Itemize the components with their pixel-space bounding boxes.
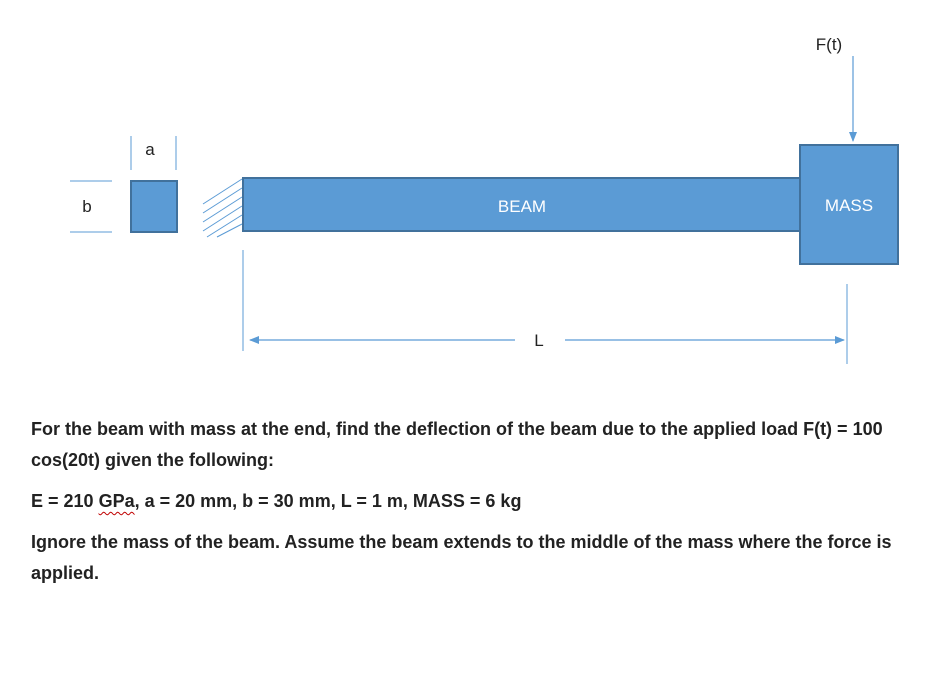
beam-label: BEAM xyxy=(497,197,547,216)
given-unit-gpa: GPa xyxy=(98,491,135,511)
problem-line-1: For the beam with mass at the end, find the deflection of the beam due to the applied load F(t) = 100 cos(20t) given the following: xyxy=(31,419,883,470)
length-dimension xyxy=(243,250,847,364)
mass-label: MASS xyxy=(824,196,874,215)
fixed-support-hatch xyxy=(203,179,242,237)
problem-line-3: Ignore the mass of the beam. Assume the beam extends to the middle of the mass where the force is applied. xyxy=(31,532,892,583)
cross-section xyxy=(70,136,177,232)
applied-force xyxy=(816,35,853,141)
cross-section-rect xyxy=(131,181,177,232)
problem-statement xyxy=(31,414,921,599)
beam xyxy=(243,178,800,231)
given-values xyxy=(31,486,921,517)
length-label: L xyxy=(534,331,544,350)
given-prefix: E = 210 xyxy=(31,491,99,511)
cross-section-height-label: b xyxy=(82,197,92,216)
force-label: F(t) xyxy=(815,35,843,54)
mass xyxy=(800,145,898,264)
given-rest: , a = 20 mm, b = 30 mm, L = 1 m, MASS = 6 kg xyxy=(134,491,522,511)
cross-section-width-label: a xyxy=(145,140,155,159)
